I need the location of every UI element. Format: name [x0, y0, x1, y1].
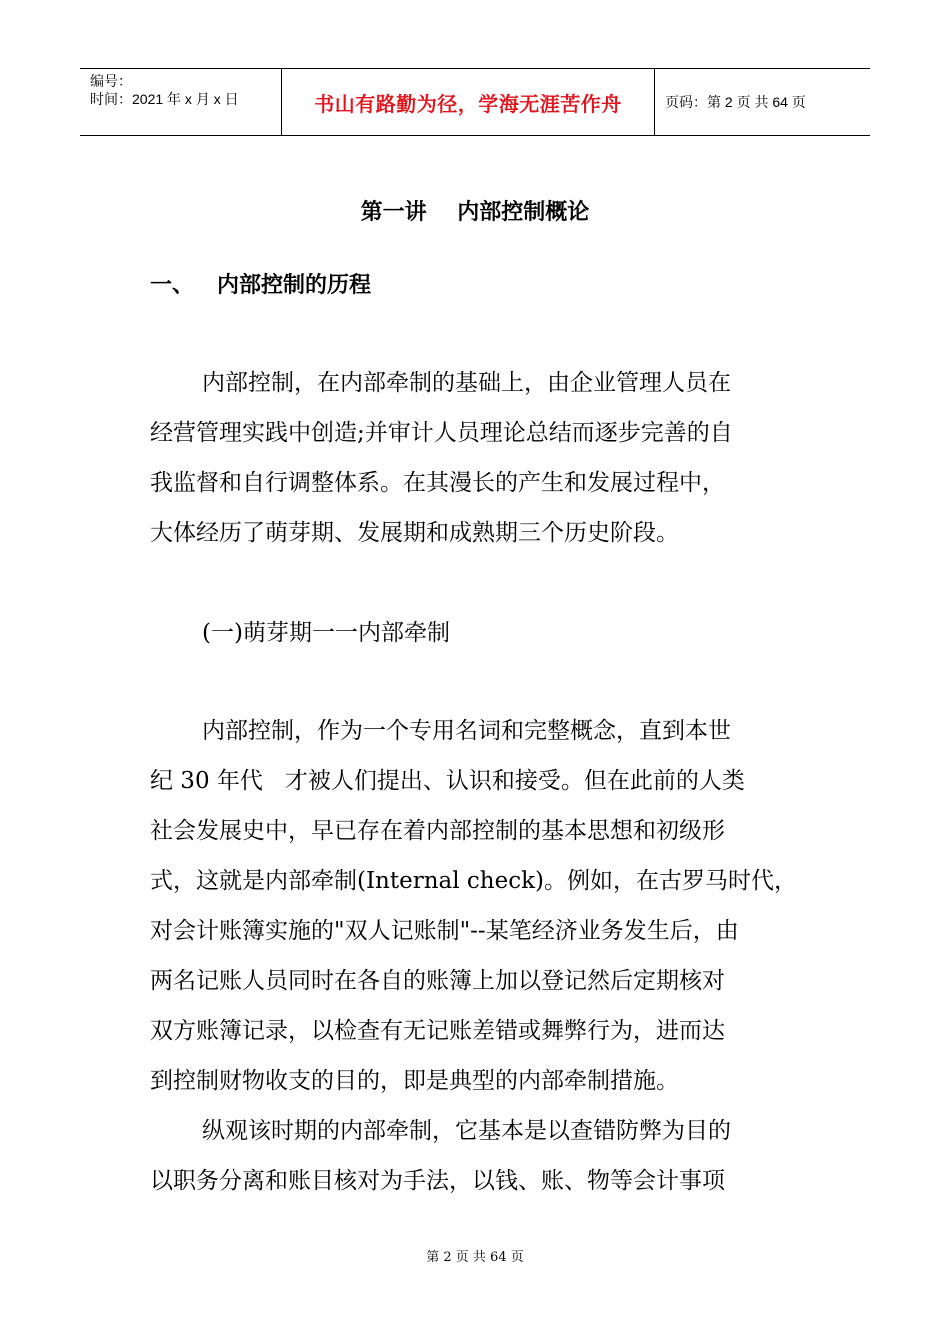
paragraph-line: 双方账簿记录，以检查有无记账差错或舞弊行为，进而达	[150, 1018, 725, 1044]
paragraph-line: 我监督和自行调整体系。在其漫长的产生和发展过程中，	[150, 470, 725, 496]
paragraph-line: 纵观该时期的内部牵制，它基本是以查错防弊为目的	[202, 1118, 731, 1144]
document-title: 第一讲 内部控制概论	[360, 200, 590, 225]
page-info-cell	[655, 69, 870, 135]
number-label: 编号：	[90, 73, 132, 89]
paragraph-2	[150, 706, 810, 1106]
paragraph-line: 两名记账人员同时在各自的账簿上加以登记然后定期核对	[150, 968, 725, 994]
header-meta-cell	[80, 69, 282, 135]
subheading: (一)萌芽期一一内部牵制	[202, 620, 450, 646]
header-table	[80, 68, 870, 136]
paragraph-line: 对会计账簿实施的"双人记账制"--某笔经济业务发生后，由	[150, 918, 739, 944]
paragraph-line: 以职务分离和账目核对为手法，以钱、账、物等会计事项	[150, 1168, 725, 1194]
paragraph-3	[150, 1106, 810, 1206]
paragraph-line: 到控制财物收支的目的，即是典型的内部牵制措施。	[150, 1068, 679, 1094]
motto-cell	[282, 69, 655, 135]
paragraph-line: 社会发展史中，早已存在着内部控制的基本思想和初级形	[150, 818, 725, 844]
section-heading: 一、 内部控制的历程	[150, 273, 371, 298]
date-label: 时间：2021 年 x 月 x 日	[90, 91, 239, 107]
paragraph-line: 经营管理实践中创造;并审计人员理论总结而逐步完善的自	[150, 420, 733, 446]
paragraph-line: 大体经历了萌芽期、发展期和成熟期三个历史阶段。	[150, 520, 679, 546]
paragraph-line: 内部控制，在内部牵制的基础上，由企业管理人员在	[202, 370, 731, 396]
page-footer: 第 2 页 共 64 页	[426, 1250, 524, 1265]
paragraph-line: 内部控制，作为一个专用名词和完整概念，直到本世	[202, 718, 731, 744]
paragraph-line: 纪 30 年代 才被人们提出、认识和接受。但在此前的人类	[150, 768, 745, 794]
page-info: 页码：第 2 页 共 64 页	[665, 94, 806, 110]
motto-text: 书山有路勤为径，学海无涯苦作舟	[314, 91, 622, 116]
paragraph-line: 式，这就是内部牵制(Internal check)。例如，在古罗马时代，	[150, 868, 798, 894]
paragraph-1	[150, 358, 810, 558]
